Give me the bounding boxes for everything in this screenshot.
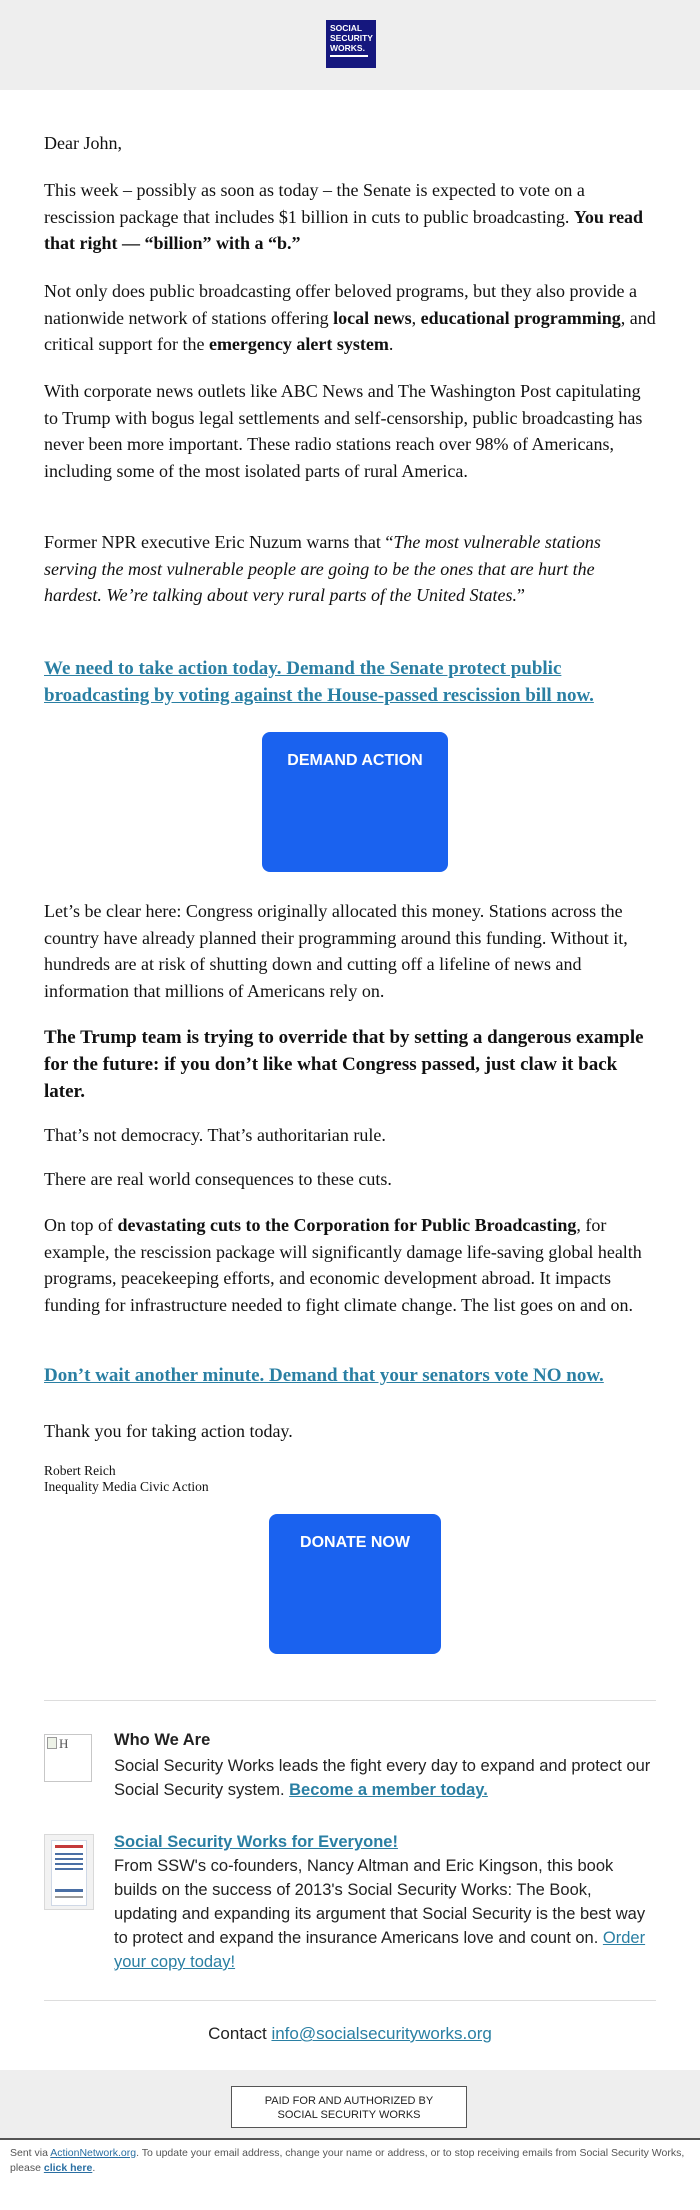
paragraph-4: Former NPR executive Eric Nuzum warns that “The most vulnerable stations serving the most vulnerable people are going to be the ones that are hurt the hardest. We’re talking about very rural parts of the United States.” [44,532,601,605]
order-copy-link[interactable]: Order your copy today! [114,1929,646,1971]
greeting: Dear John, [44,133,122,153]
broken-image-placeholder: H [44,1734,92,1782]
paragraph-7: That’s not democracy. That’s authoritarian rule. [44,1125,386,1145]
become-member-link[interactable]: Become a member today. [289,1781,488,1799]
who-we-are-text: Social Security Works leads the fight every day to expand and protect our Social Security system. Become a member today. [114,1757,651,1799]
contact-email-link[interactable]: info@socialsecurityworks.org [271,2024,492,2043]
social-security-works-logo[interactable]: SOCIAL SECURITY WORKS. [326,20,376,68]
who-we-are-title: Who We Are [114,1731,211,1749]
cta-link-1-wrapper [44,655,656,708]
signature-name: Robert Reich [44,1463,116,1478]
actionnetwork-link[interactable]: ActionNetwork.org [50,2147,137,2159]
paragraph-5: Let’s be clear here: Congress originally allocated this money. Stations across the country have already planned their programming around this funding. Without it, hundreds are at risk of shutting down and cutting off a lifeline of news and information that millions of Americans rely on. [44,901,628,1001]
paragraph-3: With corporate news outlets like ABC News and The Washington Post capitulating to Trump with bogus legal settlements and self-censorship, public broadcasting has never been more important. These radio stations reach over 98% of Americans, including some of the most isolated parts of rural America. [44,381,643,481]
broken-image-icon [47,1737,57,1749]
footer-divider-top [44,1700,656,1701]
paid-for-disclaimer: PAID FOR AND AUTHORIZED BY SOCIAL SECURITY WORKS [231,2086,467,2128]
demand-action-button[interactable]: DEMAND ACTION [262,732,448,872]
cta-link-demand-senate[interactable]: We need to take action today. Demand the Senate protect public broadcasting by voting against the House-passed rescission bill now. [44,658,594,706]
footer-divider-bottom [44,2000,656,2001]
book-title-wrapper [114,1830,654,1854]
cta-link-2-wrapper [44,1362,656,1389]
book-title-link[interactable]: Social Security Works for Everyone! [114,1833,398,1851]
donate-now-button[interactable]: DONATE NOW [269,1514,441,1654]
book-cover-image[interactable] [44,1834,94,1910]
paragraph-8: There are real world consequences to these cuts. [44,1169,392,1189]
signature-org: Inequality Media Civic Action [44,1479,209,1494]
sent-via-notice: Sent via ActionNetwork.org. To update your email address, change your name or address, or to stop receiving emails from Social Security Works, please click here. [10,2147,685,2174]
paragraph-6: The Trump team is trying to override that by setting a dangerous example for the future: if you don’t like what Congress passed, just claw it back later. [44,1027,644,1102]
click-here-unsubscribe-link[interactable]: click here [43,2162,93,2174]
footer-rule [0,2138,700,2140]
book-description: From SSW's co-founders, Nancy Altman and Eric Kingson, this book builds on the success of 2013's Social Security Works: The Book, updating and expanding its argument that Social Security is the best way to protect and expand the insurance Americans love and count on. Order your copy today! [114,1857,646,1971]
contact-line: Contact info@socialsecurityworks.org [208,2024,492,2043]
email-header [0,0,700,90]
paragraph-9: On top of devastating cuts to the Corporation for Public Broadcasting, for example, the rescission package will significantly damage life-saving global health programs, peacekeeping efforts, and economic development abroad. It impacts funding for infrastructure needed to fight climate change. The list goes on and on. [44,1215,642,1315]
cta-link-senators-vote-no[interactable]: Don’t wait another minute. Demand that your senators vote NO now. [44,1365,604,1386]
closing-line: Thank you for taking action today. [44,1421,293,1441]
paragraph-1: This week – possibly as soon as today – the Senate is expected to vote on a rescission package that includes $1 billion in cuts to public broadcasting. You read that right — “billion” with a “b.” [44,180,644,253]
paragraph-2: Not only does public broadcasting offer beloved programs, but they also provide a nationwide network of stations offering local news, educational programming, and critical support for the emergency alert system. [44,281,656,354]
